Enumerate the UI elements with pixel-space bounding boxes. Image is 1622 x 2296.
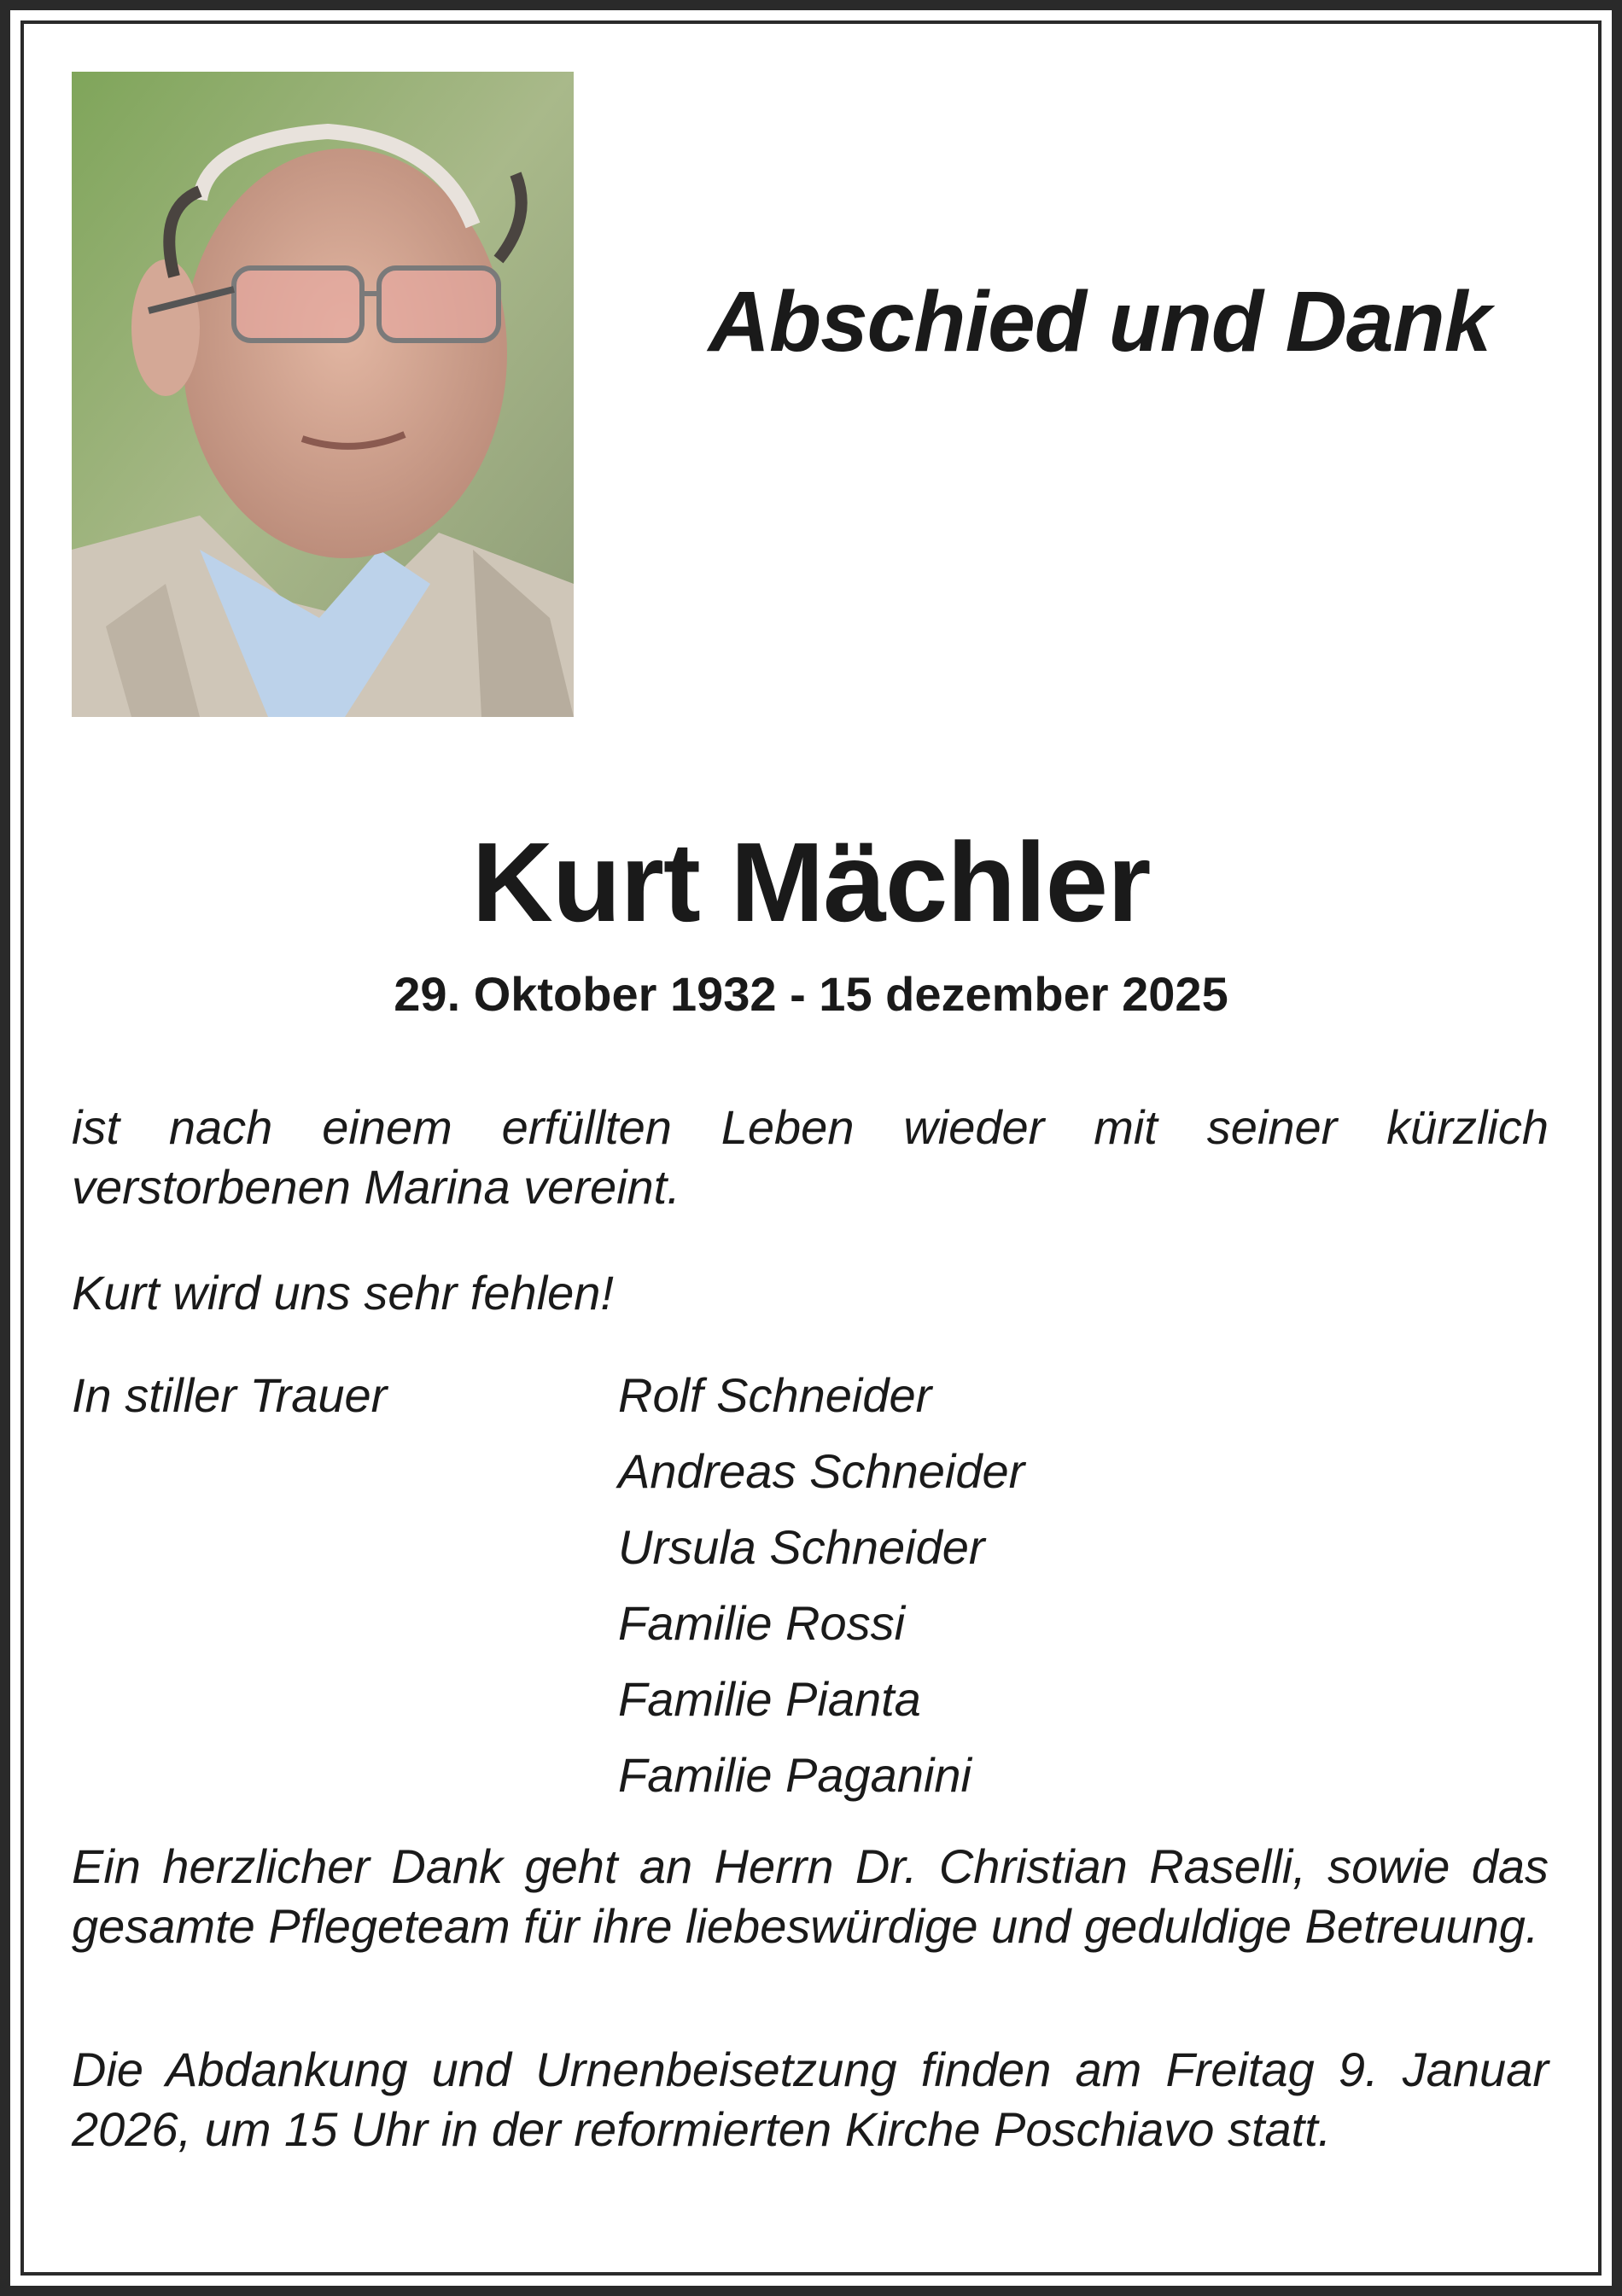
mourning-label: In stiller Trauer — [72, 1368, 388, 1422]
paragraph-thanks: Ein herzlicher Dank geht an Herrn Dr. Christian Raselli, sowie das gesamte Pflegeteam für ihre liebeswürdige und geduldige Betreuung. — [72, 1839, 1549, 1953]
mourner-name: Familie Rossi — [618, 1596, 906, 1650]
deceased-name: Kurt Mächler — [471, 819, 1151, 945]
heading-abschied-und-dank: Abschied und Dank — [708, 274, 1491, 370]
paragraph-miss: Kurt wird uns sehr fehlen! — [72, 1266, 614, 1320]
mourners-list — [618, 1366, 1386, 1821]
paragraph-reunited: ist nach einem erfüllten Leben wieder mit seiner kürzlich verstorbenen Marina vereint. — [72, 1100, 1549, 1214]
life-dates: 29. Oktober 1932 - 15 dezember 2025 — [394, 967, 1228, 1021]
mourner-name: Familie Paganini — [618, 1748, 971, 1802]
mourner-name: Andreas Schneider — [618, 1444, 1025, 1498]
portrait-photo — [72, 72, 574, 717]
paragraph-service: Die Abdankung und Urnenbeisetzung finden am Freitag 9. Januar 2026, um 15 Uhr in der reformierten Kirche Poschiavo statt. — [72, 2043, 1549, 2156]
mourner-name: Ursula Schneider — [618, 1520, 985, 1574]
mourner-name: Rolf Schneider — [618, 1368, 932, 1422]
mourner-name: Familie Pianta — [618, 1672, 921, 1726]
